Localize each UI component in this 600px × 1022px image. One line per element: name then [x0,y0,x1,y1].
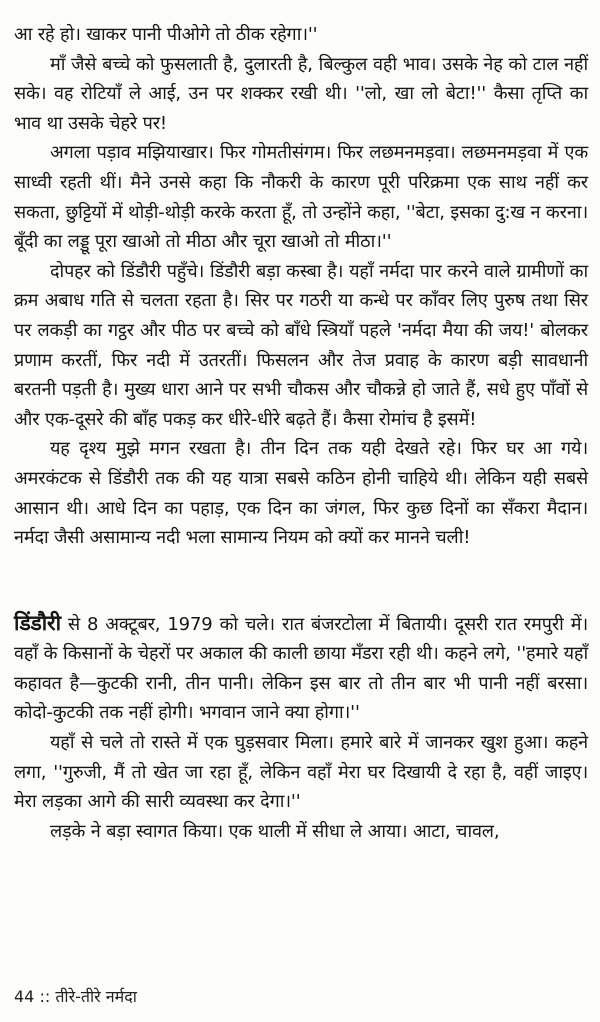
page-footer: 44 :: तीरे-तीरे नर्मदा [14,987,137,1006]
paragraph-mother-feeling: माँ जैसे बच्चे को फुसलाती है, दुलारती है, बिल्कुल वही भाव। उसके नेह को टाल नहीं सके। वह रोटियाँ ले आई, उन पर शक्कर रखी थी। ''लो, खा लो बेटा!'' कैसा तृप्ति का भाव था उसके चेहरे पर! [14,53,588,134]
paragraph-horse-rider: यहाँ से चले तो रास्ते में एक घुड़सवार मिला। हमारे बारे में जानकर खुश हुआ। कहने लगा, ''गुरुजी, मैं तो खेत जा रहा हूँ, लेकिन वहाँ मेरा घर दिखायी दे रहा है, वहीं जाइए। मेरा लड़का आगे की सारी व्यवस्था कर देगा।'' [14,732,588,813]
paragraph-welcome: लड़के ने बड़ा स्वागत किया। एक थाली में सीधा ले आया। आटा, चावल, [50,820,500,842]
section-opening-text: से 8 अक्टूबर, 1979 को चले। रात बंजरटोला में बितायी। दूसरी रात रमपुरी में। वहाँ के किसानों के चेहरों पर अकाल की काली छाया मँडरा रही थी। कहने लगे, ''हमारे यहाँ कहावत है—कुटकी रानी, तीन पानी। लेकिन इस बार तो तीन बार भी पानी नहीं बरसा। कोदो-कुटकी तक नहीं होगी। भगवान जाने क्या होगा।'' [14,613,588,724]
paragraph-dindori-arrival: दोपहर को डिंडौरी पहुँचे। डिंडौरी बड़ा कस्बा है। यहाँ नर्मदा पार करने वाले ग्रामीणों का क्रम अबाध गति से चलता रहता है। सिर पर गठरी या कन्धे पर काँवर लिए पुरुष तथा सिर पर लकड़ी का गट्ठर और पीठ पर बच्चे को बाँधे स्त्रियाँ पहले 'नर्मदा मैया की जय!' बोलकर प्रणाम करतीं, फिर नदी में उतरतीं। फिसलन और तेज प्रवाह के कारण बड़ी सावधानी बरतनी पड़ती है। मुख्य धारा आने पर सभी चौकस और चौकन्ने हो जाते हैं, सधे हुए पाँवों से और एक-दूसरे की बाँह पकड़ कर धीरे-धीरे बढ़ते हैं। कैसा रोमांच है इसमें! [14,260,588,430]
paragraph-next-halt: अगला पड़ाव मझियाखार। फिर गोमतीसंगम। फिर लछमनमड़वा। लछमनमड़वा में एक साध्वी रहती थीं। मैने उनसे कहा कि नौकरी के कारण पूरी परिक्रमा एक साथ नहीं कर सकता, छुट्टियों में थोड़ी-थोड़ी करके करता हूँ, तो उन्होंने कहा, ''बेटा, इसका दु:ख न करना। बूँदी का लड्डू पूरा खाओ तो मीठा और चूरा खाओ तो मीठा।'' [14,142,588,253]
paragraph-scene-reflection: यह दृश्य मुझे मगन रखता है। तीन दिन तक यही देखते रहे। फिर घर आ गये। अमरकंटक से डिंडौरी तक की यह यात्रा सबसे कठिन होनी चाहिये थी। लेकिन यही सबसे आसान थी। आधे दिन का पहाड़, एक दिन का जंगल, फिर कुछ दिनों का सँकरा मैदान। नर्मदा जैसी असामान्य नदी भला सामान्य नियम को क्यों कर मानने चली! [14,438,588,549]
paragraph-continuation: आ रहे हो। खाकर पानी पीओगे तो ठीक रहेगा।'' [14,24,318,45]
section-opening-paragraph [14,609,588,728]
section-lead-word: डिंडौरी [14,610,61,635]
